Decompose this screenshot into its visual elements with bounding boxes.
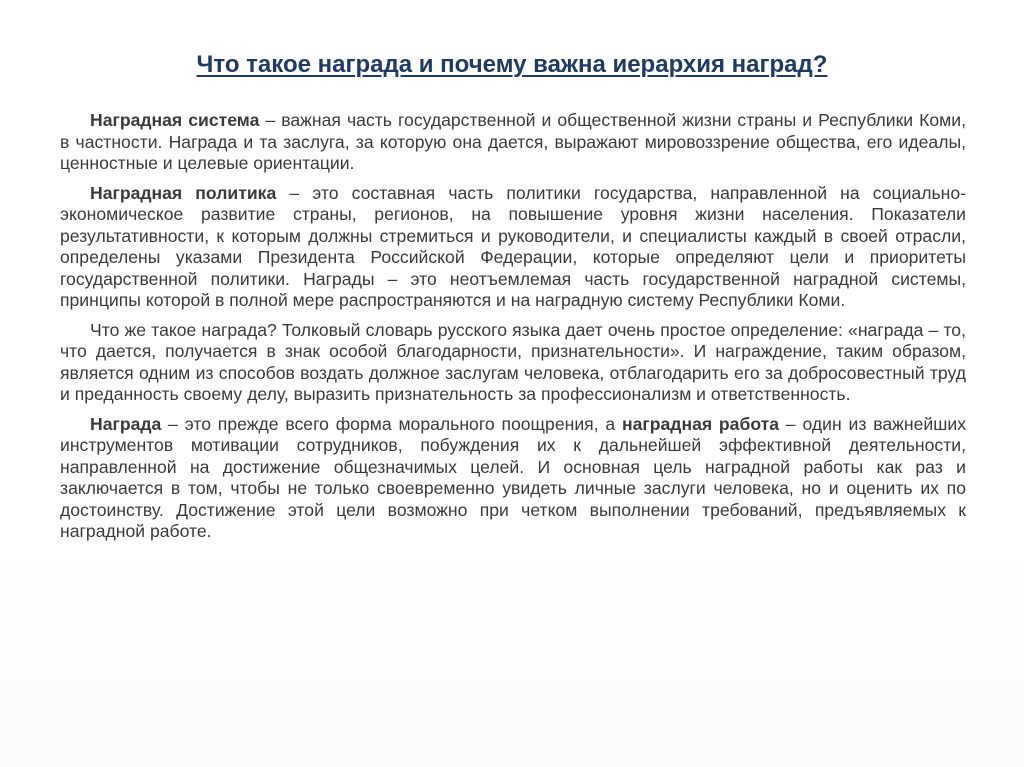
slide-body <box>60 110 966 551</box>
paragraph-award-system-text: – важная часть государственной и общественной жизни страны и Республики Коми, в частности. Награда и та заслуга, за которую она дается, выражают мировоззрение общества, его идеалы, ценностные и целевые ориентации. <box>60 110 966 173</box>
paragraph-award-policy-text: – это составная часть политики государства, направленной на социально-экономическое развитие страны, регионов, на повышение уровня жизни населения. Показатели результативности, к которым должны стремиться и руководители, и специалисты каждый в своей отрасли, определены указами Президента Российской Федерации, которые определяют цели и приоритеты государственной политики. Награды – это неотъемлемая часть государственной наградной системы, принципы которой в полной мере распространяются и на наградную систему Республики Коми. <box>60 182 966 310</box>
paragraph-award-work-text-2: – один из важнейших инструментов мотивации сотрудников, побуждения их к дальнейшей эффективной деятельности, направленной на достижение общезначимых целей. И основная цель наградной работы как раз и заключается в том, чтобы не только своевременно увидеть личные заслуги человека, но и оценить их по достоинству. Достижение этой цели возможно при четком выполнении требований, предъявляемых к наградной работе. <box>60 413 966 541</box>
slide-title: Что такое награда и почему важна иерархия наград? <box>196 51 828 78</box>
term-award-policy: Наградная политика <box>90 182 277 203</box>
term-award: Награда <box>90 413 162 434</box>
term-award-system: Наградная система <box>90 110 260 130</box>
paragraph-award-policy <box>60 183 966 312</box>
paragraph-award-system <box>60 110 966 175</box>
paragraph-award-definition-text: Что же такое награда? Толковый словарь русского языка дает очень простое определение: «награда – то, что дается, получается в знак особой благодарности, признательности». И награждение, таким образом, является одним из способов воздать должное заслугам человека, отблагодарить его за добросовестный труд и преданность своему делу, выразить признательность за профессионализм и ответственность. <box>60 319 966 404</box>
paragraph-award-work-text-1: – это прежде всего форма морального поощрения, а <box>161 413 622 434</box>
paragraph-award-definition <box>60 320 966 406</box>
term-award-work: наградная работа <box>622 413 780 434</box>
paragraph-award-work <box>60 414 966 543</box>
